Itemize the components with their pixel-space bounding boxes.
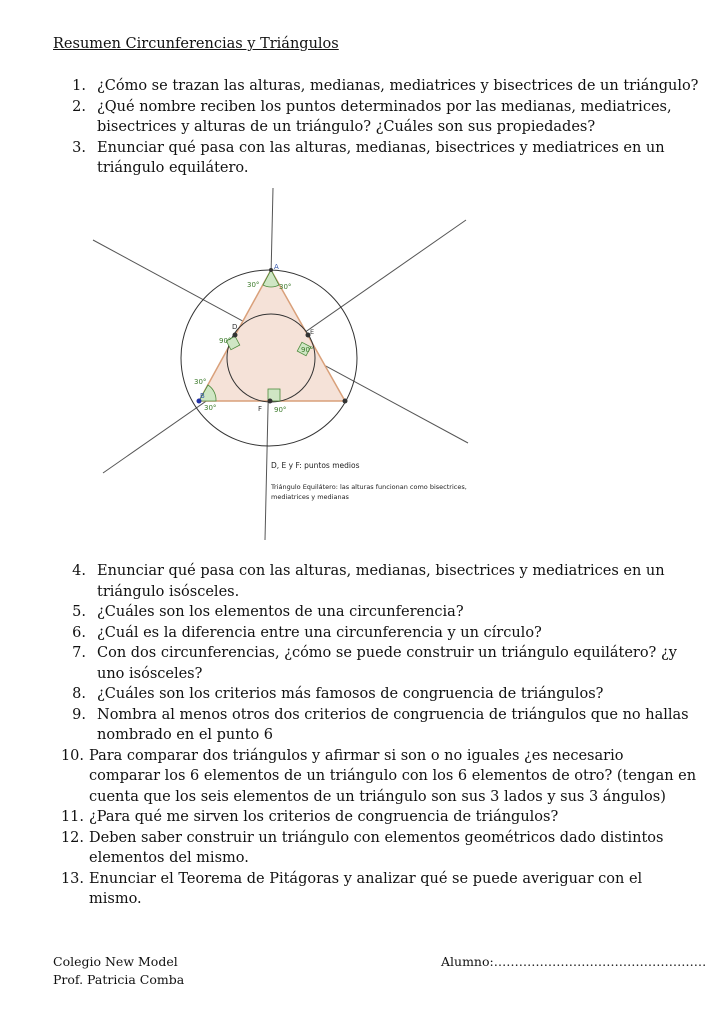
- question-text: Enunciar el Teorema de Pitágoras y analizar qué se puede averiguar con el: [89, 870, 643, 887]
- question-number: 4.: [72, 563, 86, 579]
- angle-label-d: 90°: [219, 337, 232, 345]
- question-text: ¿Cómo se trazan las alturas, medianas, mediatrices y bisectrices de un triángulo?: [97, 78, 699, 94]
- question-text: Para comparar dos triángulos y afirmar si son o no iguales ¿es necesario: [89, 747, 624, 764]
- caption-equilateral-1: Triángulo Equilátero: las alturas funcionan como bisectrices,: [271, 483, 467, 491]
- question-text: mismo.: [89, 891, 142, 907]
- question-text: ¿Para qué me sirven los criterios de congruencia de triángulos?: [89, 809, 559, 825]
- label-b: B: [200, 392, 205, 400]
- question-number: 9.: [72, 706, 86, 723]
- question-text: bisectrices y alturas de un triángulo? ¿Cuáles son sus propiedades?: [97, 119, 596, 135]
- label-a: A: [274, 263, 279, 271]
- question-text: cuenta que los seis elementos de un triángulo son sus 3 lados y sus 3 ángulos): [89, 788, 666, 805]
- question-text: Enunciar qué pasa con las alturas, medianas, bisectrices y mediatrices en un: [97, 563, 665, 579]
- question-text: uno isósceles?: [97, 665, 203, 682]
- document-title: Resumen Circunferencias y Triángulos: [53, 36, 339, 52]
- caption-midpoints: D, E y F: puntos medios: [271, 461, 360, 470]
- question-text: ¿Cuáles son los elementos de una circunferencia?: [97, 604, 464, 620]
- caption-equilateral-2: mediatrices y medianas: [271, 493, 349, 501]
- question-number: 1.: [72, 78, 86, 94]
- angle-label-b-up: 30°: [194, 378, 207, 386]
- question-number: 6.: [72, 624, 86, 641]
- point-a: [269, 268, 273, 272]
- question-text: triángulo isósceles.: [97, 583, 240, 600]
- point-d: [233, 333, 238, 338]
- question-number: 2.: [72, 98, 86, 115]
- question-text: nombrado en el punto 6: [97, 727, 274, 743]
- point-c: [343, 399, 348, 404]
- angle-label-a-right: 30°: [279, 283, 292, 291]
- question-number: 12.: [60, 829, 84, 846]
- question-text: ¿Cuáles son los criterios más famosos de congruencia de triángulos?: [97, 686, 604, 702]
- question-text: Deben saber construir un triángulo con elementos geométricos dado distintos: [89, 829, 664, 846]
- label-e: E: [310, 328, 315, 336]
- question-number: 3.: [72, 139, 86, 156]
- question-number: 7.: [72, 645, 86, 661]
- question-text: ¿Cuál es la diferencia entre una circunferencia y un círculo?: [97, 624, 542, 641]
- question-text: Enunciar qué pasa con las alturas, medianas, bisectrices y mediatrices en un: [97, 139, 665, 156]
- question-number: 10.: [60, 747, 84, 764]
- question-text: elementos del mismo.: [89, 850, 249, 866]
- angle-label-b-down: 30°: [204, 404, 217, 412]
- label-f: F: [258, 405, 263, 413]
- question-text: ¿Qué nombre reciben los puntos determinados por las medianas, mediatrices,: [97, 98, 672, 115]
- triangle-figure: [88, 188, 488, 543]
- question-number: 11.: [60, 809, 84, 825]
- angle-label-a-left: 30°: [247, 281, 260, 289]
- question-text: triángulo equilátero.: [97, 160, 249, 176]
- angle-label-e: 90°: [301, 346, 314, 354]
- question-text: comparar los 6 elementos de un triángulo con los 6 elementos de otro? (tengan en: [89, 768, 697, 784]
- question-number: 5.: [72, 604, 86, 620]
- angle-label-f: 90°: [274, 406, 287, 414]
- teacher-name: Prof. Patricia Comba: [53, 972, 185, 987]
- equilateral-triangle: [199, 270, 345, 401]
- point-f: [268, 399, 273, 404]
- question-text: Con dos circunferencias, ¿cómo se puede construir un triángulo equilátero? ¿y: [97, 645, 677, 661]
- label-d: D: [232, 323, 238, 331]
- question-number: 8.: [72, 686, 86, 702]
- student-field: Alumno:……………………………………………: [441, 954, 707, 969]
- question-number: 13.: [60, 870, 84, 887]
- school-name: Colegio New Model: [53, 954, 178, 969]
- question-text: Nombra al menos otros dos criterios de congruencia de triángulos que no hallas: [97, 706, 689, 723]
